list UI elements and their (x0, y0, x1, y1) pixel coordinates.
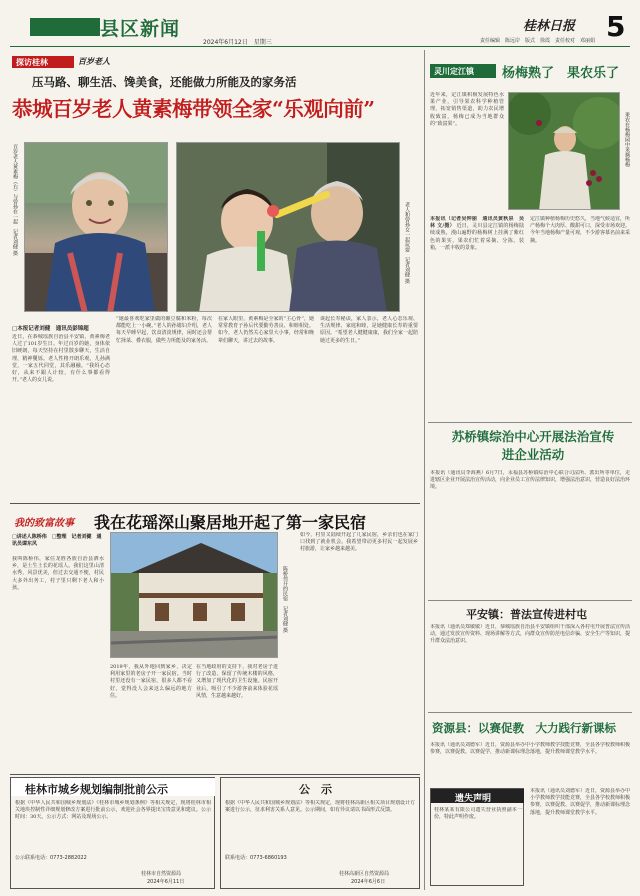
vertical-divider (424, 50, 425, 890)
kicker-label: 探访桂林 (16, 58, 48, 67)
right1-body-1: 近日，灵川县定江镇的杨梅陆续成熟，漫山遍野的杨梅树上挂满了紫红色的果实，果农们忙着采摘、分拣、装箱，一派丰收的景象。 (430, 223, 524, 251)
lost-notice-body: 桂林某某有限公司遗失营业执照副本一份，特此声明作废。 (434, 807, 522, 821)
story2-photo (110, 532, 278, 658)
right1-col-0: 近年来，定江镇积极发展特色水果产业，引导果农科学种植管理，拓宽销售渠道，助力农民增收致富，杨梅已成为当地群众的“致富果”。 (430, 92, 504, 127)
right-story-3 (428, 602, 632, 710)
elderly-woman-illustration (25, 143, 168, 312)
right1-photo (508, 92, 620, 210)
notice-planning-title: 桂林市城乡规划编制批前公示 (25, 783, 168, 796)
notice-planning-body: 根据《中华人民共和国城乡规划法》《桂林市城乡规划条例》等相关规定，现将桂林市相关地块控制性详细规划修改方案进行批前公示，欢迎社会各界提出宝贵意见和建议。公示时间：30天。公示方式：网站及现场公示。 (15, 800, 211, 821)
right-divider-2 (428, 600, 632, 601)
story-2 (10, 506, 420, 774)
notice-public-title: 公 示 (299, 783, 332, 796)
lead-col-3: 在家人眼里，黄素梅是全家的“主心骨”，她常常教育子孙后代要勤劳善良、和睦相处。如今，老人仍然关心家里大小事，经常和晚辈们聊天，讲过去的故事。 (218, 316, 314, 344)
lead-headline: 恭城百岁老人黄素梅带领全家“乐观向前” (12, 97, 375, 121)
page-number: 5 (606, 10, 626, 43)
lost-notice-title: 遗失声明 (455, 794, 492, 804)
right1-photo-caption: 果农在杨梅园中采摘杨梅 (624, 112, 630, 167)
right4-body: 本报讯（通讯员刘德军）近日，资源县举办中小学教师教学技能竞赛，全县各学校教师积极参赛，以赛促教、以赛促学，推动新课标理念落地，提升教师课堂教学水平。 (430, 742, 630, 756)
right2-headline: 苏桥镇综治中心开展法治宣传进企业活动 (451, 429, 615, 462)
story2-col-4: 如今，村里又陆续开起了几家民宿，乡亲们也在家门口找到了就业机会。我希望带动更多村民一起发展乡村旅游，让家乡越来越美。 (300, 532, 418, 553)
story2-col-3: 在当地政府的支持下，我对老房子进行了改造，保留了传统木楼的风格，又增加了现代化的卫生设施。民宿开业后，吸引了不少游客前来体验花瑶风情，生意越来越好。 (196, 664, 278, 699)
masthead-editors: 责任编辑 陈远岸 版式 徐霞 责任校对 邓丽娟 (480, 38, 596, 44)
right4-headline: 资源县：以赛促教 大力践行新课标 (432, 721, 616, 735)
notice-planning-date: 2024年6月11日 (147, 879, 185, 885)
right2-body: 本报讯（通讯员李海燕）6月7日，永福县苏桥镇综治中心联合司法所、派出所等单位，走进辖区企业开展法治宣传活动，向企业员工宣传法律知识，增强法治意识，营造良好法治环境。 (430, 470, 630, 491)
right-divider-1 (428, 422, 632, 423)
lead-byline: □本报记者刘健 通讯员彭锦超 (12, 326, 89, 332)
right-divider-3 (428, 712, 632, 713)
lead-subtitle: 压马路、聊生活、馋美食，还能做力所能及的家务活 (32, 75, 297, 89)
lead-col-2: “她最喜欢吃家里做的酿豆腐和米粉，每次都能吃上一小碗。”老人的孙媳妇介绍，老人每天早睡早起，饮食清淡规律，闲时还会帮忙择菜、叠衣服，做些力所能及的家务活。 (116, 316, 212, 344)
grandmother-child-illustration (177, 143, 400, 312)
notice-public (220, 777, 420, 889)
lost-notice-box (430, 788, 524, 886)
right-story-2 (428, 424, 632, 598)
guesthouse-illustration (111, 533, 278, 658)
right3-headline: 平安镇：普法宣传进村屯 (466, 608, 587, 621)
right1-col-1 (430, 216, 524, 346)
notice-planning (10, 777, 215, 889)
story2-photo-caption: 陈桥伟开的民宿 记者刘健 摄 (282, 566, 288, 633)
paper-logo: 桂林日报 (523, 19, 576, 34)
notice-public-date: 2024年6月6日 (351, 879, 386, 885)
lead-col-1: 近日，在恭城瑶族自治县平安镇，黄素梅老人过了101岁生日。年过百岁的她，身体依旧硬朗，每天坚持在村里散步聊天，生活自理，精神矍铄。老人性格开朗乐观，儿孙满堂，一家五代同堂，其乐融融。“我妈心态好，从来不跟人计较，有什么事都看得开。”老人的女儿说。 (12, 334, 110, 384)
masthead-rule (10, 46, 630, 47)
masthead-date: 2024年6月12日 星期三 (203, 39, 272, 46)
notice-public-body: 根据《中华人民共和国城乡规划法》等相关规定，现将桂林高新区相关项目规划设计方案进行公示，征求利害关系人意见。公示期间，如有异议请以书面形式反馈。 (225, 800, 415, 814)
bayberry-orchard-illustration (509, 93, 620, 210)
right-story-1 (428, 52, 632, 352)
right1-byline: 本报讯（记者吴钟丽 通讯员黄秋泉 吴林 文/摄） (430, 216, 524, 230)
notice-planning-contact: 公示联系电话：0773-2882022 (15, 855, 87, 861)
lead-photo-right-caption: 老人和曾孙女一起玩耍 记者刘健 摄 (404, 202, 410, 284)
story2-headline: 我在花瑶深山聚居地开起了第一家民宿 (94, 513, 367, 532)
divider-notices (10, 774, 420, 775)
story2-byline: □讲述人陈桥伟 □整理 记者刘健 通讯员谭东风 (12, 534, 102, 547)
masthead (0, 0, 640, 48)
right4-col-2: 本报讯（通讯员刘德军）近日，资源县举办中小学教师教学技能竞赛，全县各学校教师积极参赛，以赛促教、以赛促学，推动新课标理念落地，提升教师课堂教学水平。 (530, 788, 630, 816)
section-title: 县区新闻 (100, 18, 181, 40)
divider-lead-story2 (10, 503, 420, 504)
kicker-tail: 百岁老人 (78, 56, 110, 66)
right-story-4 (428, 714, 632, 890)
notice-planning-signature: 桂林市自然资源局 (141, 871, 182, 877)
story2-col-2: 2019年，我从外地回到家乡，决定利用家里的老房子开一家民宿。当时村里还没有一家民宿，很多人都不看好，觉得没人会来这么偏远的地方住。 (110, 664, 192, 699)
lead-photo-right (176, 142, 400, 312)
right1-tag: 灵川定江镇 (434, 67, 474, 76)
masthead-green-band (30, 18, 100, 36)
story2-col-1: 我叫陈桥伟，家住龙胜各族自治县泗水乡，是土生土长的花瑶人。我们这里山清水秀，风景优美，但过去交通不便，村民大多外出务工，村子里只剩下老人和小孩。 (12, 556, 104, 591)
lead-story (10, 52, 420, 504)
notice-public-contact: 联系电话：0773-6860193 (225, 855, 287, 861)
right1-headline: 杨梅熟了 果农乐了 (502, 66, 620, 81)
notice-public-signature: 桂林高新区自然资源局 (339, 871, 390, 877)
lead-photo-left-caption: 百岁老人黄素梅（右）与曾孙在一起 记者刘健 摄 (12, 144, 18, 256)
right1-col-2: 定江镇种植杨梅历史悠久，当地气候适宜，所产杨梅个大肉厚、酸甜可口，深受市场欢迎。今年当地杨梅产量可观，不少游客慕名前来采摘。 (530, 216, 630, 244)
story2-tag: 我的致富故事 (14, 518, 74, 529)
lead-photo-left (24, 142, 168, 312)
lead-col-4: 谈起长寿秘诀，家人表示，老人心态乐观、生活规律、家庭和睦，是她健康长寿的重要原因。“希望老人健健康康，我们全家一起陪她过更多的生日。” (320, 316, 418, 344)
right3-body: 本报讯（通讯员郑敏敏）近日，恭城瑶族自治县平安镇组织干部深入各村屯开展普法宣传活动，通过发放宣传资料、现场讲解等方式，向群众宣传防范电信诈骗、安全生产等知识，提升群众法治意识。 (430, 624, 630, 645)
